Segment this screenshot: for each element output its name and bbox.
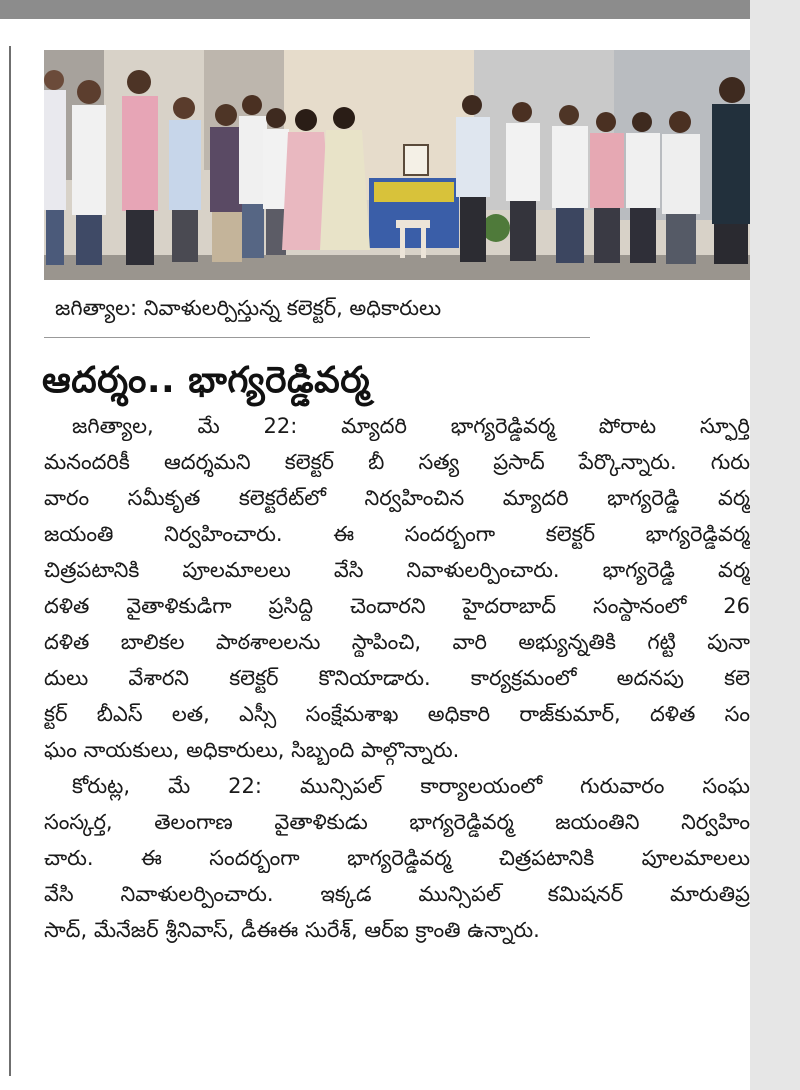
article-headline: ఆదర్శం.. భాగ్యరెడ్డివర్మ [42, 360, 371, 401]
article-line: సంస్కర్త, తెలంగాణ వైతాళికుడు భాగ్యరెడ్డివర్మ జయంతిని నిర్వహిం [44, 810, 750, 834]
group-photo-icon [44, 50, 750, 280]
news-photo [44, 50, 750, 280]
column-rule [9, 46, 11, 1076]
top-bar [0, 0, 750, 19]
article-line: మనందరికీ ఆదర్శమని కలెక్టర్‌ బీ సత్య ప్రసాద్‌ పేర్కొన్నారు. గురు [44, 450, 750, 474]
article-line: చారు. ఈ సందర్భంగా భాగ్యరెడ్డివర్మ చిత్రపటానికి పూలమాలలు [44, 846, 750, 870]
article-line: వారం సమీకృత కలెక్టరేట్‌లో నిర్వహించిన మ్యాదరి భాగ్యరెడ్డి వర్మ [44, 486, 750, 510]
article-line: క్టర్‌ బీఎస్‌ లత, ఎస్సీ సంక్షేమశాఖ అధికారి రాజ్‌కుమార్‌, దళిత సం [44, 702, 750, 726]
article-line: వేసి నివాళులర్పించారు. ఇక్కడ మున్సిపల్‌ కమిషనర్‌ మారుతిప్ర [44, 882, 750, 906]
article-line: దళిత వైతాళికుడిగా ప్రసిద్ధి చెందారని హైదరాబాద్‌ సంస్థానంలో 26 [44, 594, 750, 618]
article-line: దులు వేశారని కలెక్టర్‌ కొనియాడారు. కార్యక్రమంలో అదనపు కలె [44, 666, 750, 690]
article-line: దళిత బాలికల పాఠశాలలను స్థాపించి, వారి అభ్యున్నతికి గట్టి పునా [44, 630, 750, 654]
photo-caption: జగిత్యాల: నివాళులర్పిస్తున్న కలెక్టర్‌, అధికారులు [55, 296, 442, 320]
article-line: సాద్‌, మేనేజర్‌ శ్రీనివాస్‌, డీఈఈ సురేశ్‌, ఆర్‌ఐ క్రాంతి ఉన్నారు. [44, 918, 540, 942]
right-margin-strip [750, 0, 800, 1090]
caption-divider [44, 337, 590, 338]
article-line: జగిత్యాల, మే 22: మ్యాదరి భాగ్యరెడ్డివర్మ పోరాట స్ఫూర్తి [72, 414, 750, 438]
article-line: కోరుట్ల, మే 22: మున్సిపల్‌ కార్యాలయంలో గురువారం సంఘ [72, 774, 750, 798]
article-line: జయంతి నిర్వహించారు. ఈ సందర్భంగా కలెక్టర్‌ భాగ్యరెడ్డివర్మ [44, 522, 750, 546]
article-line: ఘం నాయకులు, అధికారులు, సిబ్బంది పాల్గొన్నారు. [44, 738, 460, 762]
article-line: చిత్రపటానికి పూలమాలలు వేసి నివాళులర్పించారు. భాగ్యరెడ్డి వర్మ [44, 558, 750, 582]
